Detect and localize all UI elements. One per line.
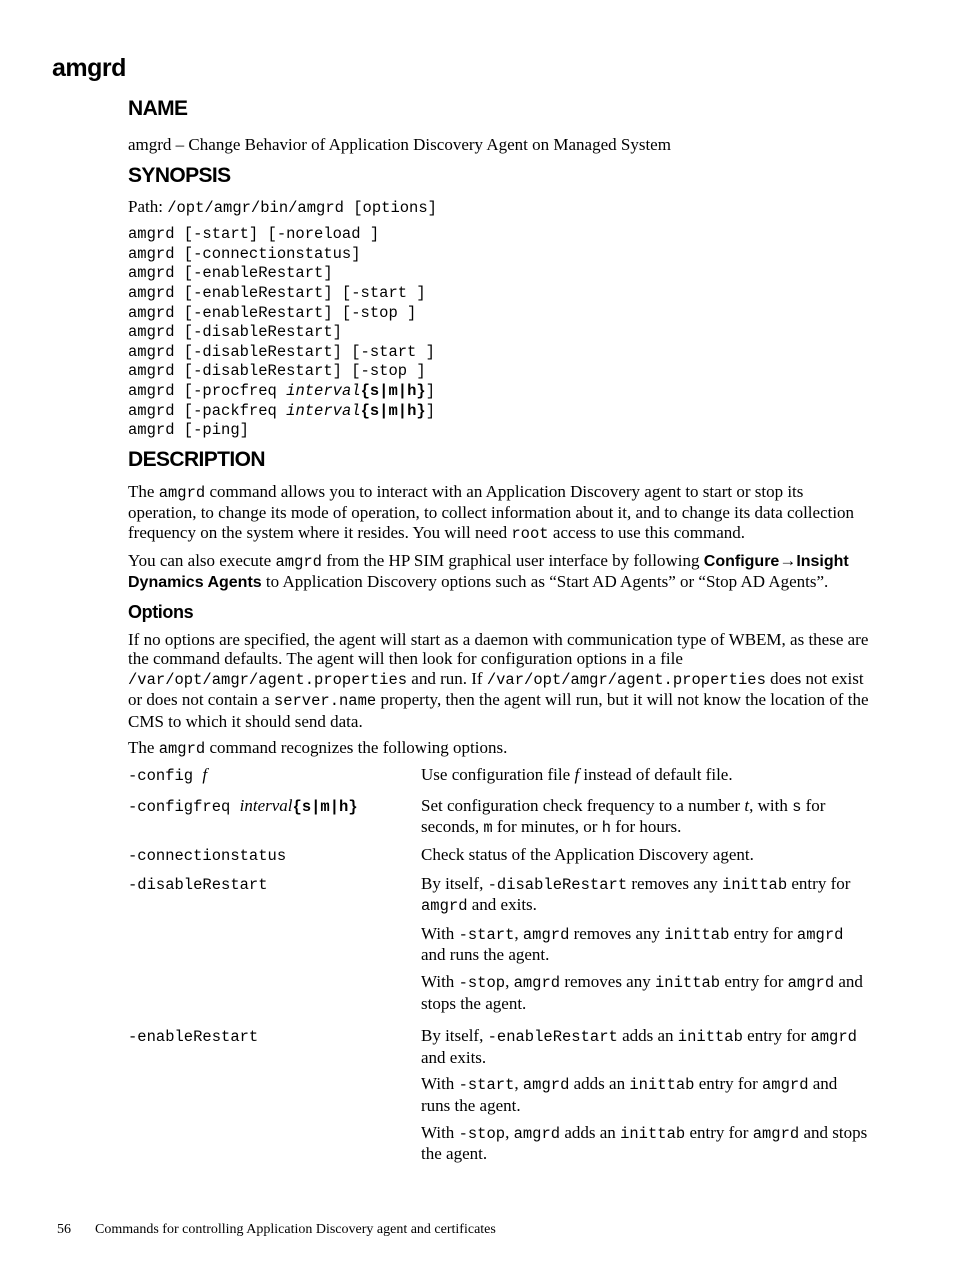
synopsis-line: amgrd [-enableRestart] [-stop ] [128,303,417,322]
synopsis-line: amgrd [-disableRestart] [-stop ] [128,362,426,381]
path-value: /opt/amgr/bin/amgrd [options] [167,198,437,217]
synopsis-line: amgrd [-connectionstatus] [128,244,361,263]
name-text: amgrd – Change Behavior of Application Discovery Agent on Managed System [128,135,671,154]
page-title: amgrd [52,54,126,82]
option-row-enablerestart: -enableRestart By itself, -enableRestart adds an inittab entry for amgrd and exits. With -start, amgrd adds an inittab entry for amgrd and runs the agent. With -stop, amgrd adds an inittab entry for amgrd and stops the agent. [128,1026,868,1164]
options-heading: Options [128,601,194,622]
options-table [128,765,870,1164]
description-paragraph: You can also execute amgrd from the HP SIM graphical user interface by following Configure→Insight Dynamics Agents to Application Discovery options such as “Start AD Agents” or “Stop AD Agents”. [128,550,849,592]
page-footer [57,1221,496,1239]
option-row-configfreq: -configfreq interval{s|m|h} Set configuration check frequency to a number t, with s for seconds, m for minutes, or h for hours. [128,795,826,838]
menu-insight-dynamics-agents: Insight Dynamics Agents [128,552,849,592]
name-heading: NAME [128,97,188,120]
option-row-connectionstatus: -connectionstatus Check status of the Application Discovery agent. [128,845,754,866]
synopsis-line-ping: amgrd [-ping] [128,421,249,440]
synopsis-line-packfreq: amgrd [-packfreq interval{s|m|h}] [128,401,435,420]
page-number: 56 [57,1222,71,1237]
footer-text: Commands for controlling Application Discovery agent and certificates [95,1222,496,1237]
options-paragraph: If no options are specified, the agent will start as a daemon with communication type of WBEM, as these are the command defaults. The agent will then look for configuration options in a file /var/opt/amgr/agent.properties and run. If /var/opt/amgr/agent.properties does not exist or does not contain a server.name property, then the agent will run, but it will not know the location of the CMS to which it should send data. [128,629,869,732]
description-heading: DESCRIPTION [128,447,265,471]
synopsis-line: amgrd [-enableRestart] [-start ] [128,283,426,302]
option-row-disablerestart: -disableRestart By itself, -disableRestart removes any inittab entry for amgrd and exits. With -start, amgrd removes any inittab entry for amgrd and runs the agent. With -stop, amgrd removes any inittab entry for amgrd and stops the agent. [128,873,863,1013]
synopsis-line: amgrd [-enableRestart] [128,264,333,283]
synopsis-line-procfreq: amgrd [-procfreq interval{s|m|h}] [128,381,435,400]
options-paragraph: The amgrd command recognizes the following options. [128,737,508,758]
synopsis-line: amgrd [-start] [-noreload ] [128,225,380,244]
menu-configure: Configure [703,552,780,570]
synopsis-heading: SYNOPSIS [128,163,231,187]
synopsis-path: Path: /opt/amgr/bin/amgrd [options] [128,196,437,217]
option-row-config: -config f Use configuration file f instead of default file. [128,765,733,786]
synopsis-line: amgrd [-disableRestart] [-start ] [128,342,435,361]
synopsis-lines [128,225,870,441]
synopsis-line: amgrd [-disableRestart] [128,323,342,342]
arrow-icon: → [779,550,797,570]
description-paragraph: The amgrd command allows you to interact with an Application Discovery agent to start or stop its operation, to change its mode of operation, to collect information about it, and to change its data collection frequency on the system where it resides. You will need root access to use this command. [128,481,855,543]
document-body [128,96,870,1164]
